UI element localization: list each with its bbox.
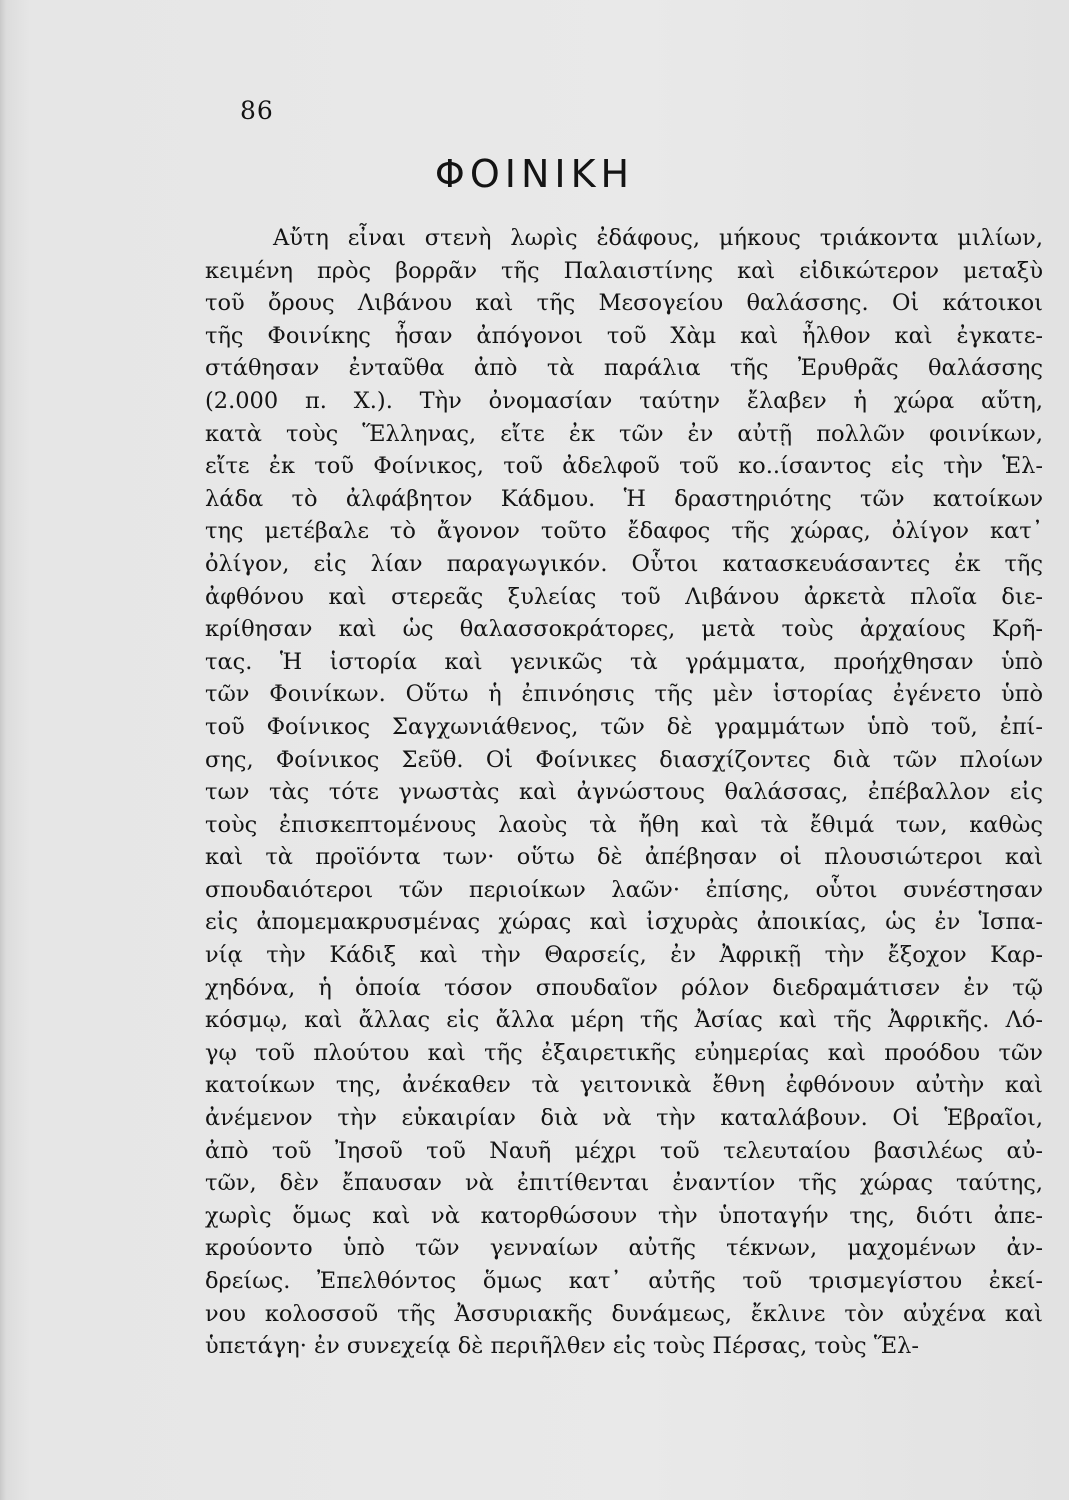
text-line: κρίθησαν καὶ ὡς θαλασσοκράτορες, μετὰ τοὺς ἀρχαίους Κρῆ- — [205, 616, 1043, 643]
text-line: κατὰ τοὺς Ἕλληνας, εἴτε ἐκ τῶν ἐν αὐτῇ πολλῶν φοινίκων, — [205, 420, 1043, 447]
text-line: καὶ τὰ προϊόντα των· οὕτω δὲ ἀπέβησαν οἱ πλουσιώτεροι καὶ — [205, 844, 1043, 871]
text-line: χωρὶς ὅμως καὶ νὰ κατορθώσουν τὴν ὑποταγήν της, διότι ἀπε- — [205, 1202, 1043, 1229]
text-line: τοῦ ὄρους Λιβάνου καὶ τῆς Μεσογείου θαλάσσης. Οἱ κάτοικοι — [205, 290, 1043, 317]
text-line: τοῦ Φοίνικος Σαγχωνιάθενος, τῶν δὲ γραμμάτων ὑπὸ τοῦ, ἐπί- — [205, 713, 1043, 740]
text-line: ὀλίγον, εἰς λίαν παραγωγικόν. Οὗτοι κατασκευάσαντες ἐκ τῆς — [205, 550, 1043, 577]
text-line: της μετέβαλε τὸ ἄγονον τοῦτο ἔδαφος τῆς χώρας, ὀλίγον κατ᾿ — [205, 518, 1043, 545]
text-line: λάδα τὸ ἀλφάβητον Κάδμου. Ἡ δραστηριότης τῶν κατοίκων — [205, 485, 1043, 512]
text-line: κατοίκων της, ἀνέκαθεν τὰ γειτονικὰ ἔθνη ἐφθόνουν αὐτὴν καὶ — [205, 1072, 1043, 1099]
text-line: εἰς ἀπομεμακρυσμένας χώρας καὶ ἰσχυρὰς ἀποικίας, ὡς ἐν Ἱσπα- — [205, 909, 1043, 936]
text-line: εἴτε ἐκ τοῦ Φοίνικος, τοῦ ἀδελφοῦ τοῦ κο..ίσαντος εἰς τὴν Ἑλ- — [205, 453, 1043, 480]
text-line: τῶν Φοινίκων. Οὕτω ἡ ἐπινόησις τῆς μὲν ἱστορίας ἐγένετο ὑπὸ — [205, 681, 1043, 708]
text-line: ἀνέμενον τὴν εὐκαιρίαν διὰ νὰ τὴν καταλάβουν. Οἱ Ἑβραῖοι, — [205, 1105, 1043, 1132]
text-line: των τὰς τότε γνωστὰς καὶ ἀγνώστους θαλάσσας, ἐπέβαλλον εἰς — [205, 779, 1043, 806]
text-line: σης, Φοίνικος Σεῦθ. Οἱ Φοίνικες διασχίζοντες διὰ τῶν πλοίων — [205, 746, 1043, 773]
text-line: κρούοντο ὑπὸ τῶν γενναίων αὐτῆς τέκνων, μαχομένων ἀν- — [205, 1235, 1043, 1262]
text-line: τας. Ἡ ἱστορία καὶ γενικῶς τὰ γράμματα, προήχθησαν ὑπὸ — [205, 648, 1043, 675]
text-line: δρείως. Ἐπελθόντος ὅμως κατ᾿ αὐτῆς τοῦ τρισμεγίστου ἐκεί- — [205, 1268, 1043, 1294]
text-line: σπουδαιότεροι τῶν περιοίκων λαῶν· ἐπίσης, οὗτοι συνέστησαν — [205, 876, 1043, 903]
text-line: νίᾳ τὴν Κάδιξ καὶ τὴν Θαρσείς, ἐν Ἀφρικῇ τὴν ἔξοχον Καρ- — [205, 942, 1043, 969]
text-line: κόσμῳ, καὶ ἄλλας εἰς ἄλλα μέρη τῆς Ἀσίας καὶ τῆς Ἀφρικῆς. Λό- — [205, 1007, 1043, 1034]
text-line: στάθησαν ἐνταῦθα ἀπὸ τὰ παράλια τῆς Ἐρυθρᾶς θαλάσσης — [205, 355, 1043, 382]
text-line: κειμένη πρὸς βορρᾶν τῆς Παλαιστίνης καὶ εἰδικώτερον μεταξὺ — [205, 257, 1043, 284]
text-line: Αὔτη εἶναι στενὴ λωρὶς ἐδάφους, μήκους τριάκοντα μιλίων, — [273, 225, 1043, 251]
text-line: τῶν, δὲν ἔπαυσαν νὰ ἐπιτίθενται ἐναντίον τῆς χώρας ταύτης, — [205, 1170, 1043, 1197]
text-line: τῆς Φοινίκης ἦσαν ἀπόγονοι τοῦ Χὰμ καὶ ἦλθον καὶ ἐγκατε- — [205, 322, 1043, 349]
chapter-title: ΦΟΙΝΙΚΗ — [434, 152, 635, 196]
text-line: ἀφθόνου καὶ στερεᾶς ξυλείας τοῦ Λιβάνου ἀρκετὰ πλοῖα διε- — [205, 583, 1043, 610]
text-line: (2.000 π. Χ.). Τὴν ὀνομασίαν ταύτην ἔλαβεν ἡ χώρα αὕτη, — [205, 387, 1043, 414]
text-line: ἀπὸ τοῦ Ἰησοῦ τοῦ Ναυῆ μέχρι τοῦ τελευταίου βασιλέως αὐ- — [205, 1137, 1043, 1164]
body-text — [205, 222, 1043, 1363]
text-line: ὑπετάγη· ἐν συνεχείᾳ δὲ περιῆλθεν εἰς τοὺς Πέρσας, τοὺς Ἕλ- — [205, 1333, 919, 1360]
text-line: γῳ τοῦ πλούτου καὶ τῆς ἐξαιρετικῆς εὐημερίας καὶ προόδου τῶν — [205, 1039, 1043, 1066]
text-line: νου κολοσσοῦ τῆς Ἀσσυριακῆς δυνάμεως, ἔκλινε τὸν αὐχένα καὶ — [205, 1300, 1043, 1327]
text-line: τοὺς ἐπισκεπτομένους λαοὺς τὰ ἤθη καὶ τὰ ἔθιμά των, καθὼς — [205, 811, 1043, 838]
page-number: 86 — [240, 96, 274, 125]
text-line: χηδόνα, ἡ ὁποία τόσον σπουδαῖον ρόλον διεδραμάτισεν ἐν τῷ — [205, 974, 1043, 1001]
